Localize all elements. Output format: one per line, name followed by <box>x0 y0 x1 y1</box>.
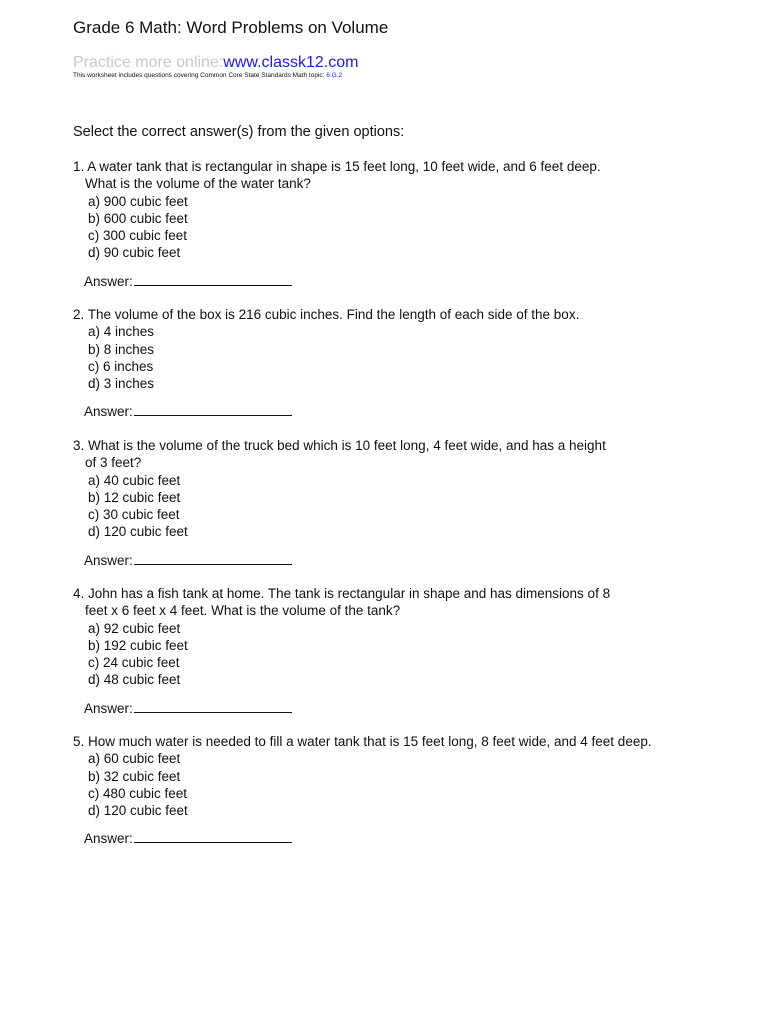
option-item: c) 300 cubic feet <box>88 228 188 244</box>
answer-row <box>73 699 733 717</box>
option-item: a) 92 cubic feet <box>88 620 181 636</box>
answer-row <box>73 272 733 290</box>
option-item: a) 40 cubic feet <box>88 472 181 488</box>
option-list <box>73 193 733 262</box>
question-2 <box>73 306 733 421</box>
answer-blank[interactable] <box>134 402 292 416</box>
option-item: b) 32 cubic feet <box>88 768 181 784</box>
answer-label: Answer: <box>84 700 133 716</box>
option-item: b) 12 cubic feet <box>88 489 181 505</box>
option-item: c) 30 cubic feet <box>88 507 180 523</box>
answer-blank[interactable] <box>134 551 292 565</box>
answer-blank[interactable] <box>134 272 292 286</box>
question-text: 3. What is the volume of the truck bed which is 10 feet long, 4 feet wide, and has a height <box>73 438 606 453</box>
answer-row <box>73 551 733 569</box>
option-item: b) 192 cubic feet <box>88 637 188 653</box>
question-3 <box>73 437 733 569</box>
question-text: 1. A water tank that is rectangular in shape is 15 feet long, 10 feet wide, and 6 feet deep. <box>73 159 601 174</box>
option-item: a) 4 inches <box>88 324 155 340</box>
option-item: c) 24 cubic feet <box>88 655 180 671</box>
practice-lead-text: Practice more online: <box>73 54 224 71</box>
standards-topic-link[interactable]: 6.G.2 <box>326 72 343 79</box>
option-item: a) 900 cubic feet <box>88 193 188 209</box>
question-4 <box>73 585 733 717</box>
question-text: 5. How much water is needed to fill a water tank that is 15 feet long, 8 feet wide, and 4 feet deep. <box>73 734 652 749</box>
option-item: d) 120 cubic feet <box>88 803 188 819</box>
option-item: d) 90 cubic feet <box>88 245 181 261</box>
option-list <box>73 620 733 689</box>
question-5 <box>73 733 733 848</box>
option-list <box>73 472 733 541</box>
question-text: of 3 feet? <box>85 455 142 471</box>
option-item: d) 120 cubic feet <box>88 524 188 540</box>
option-item: b) 600 cubic feet <box>88 210 188 226</box>
question-text: What is the volume of the water tank? <box>85 176 311 192</box>
question-1 <box>73 158 733 290</box>
answer-row <box>73 829 733 847</box>
instruction-text: Select the correct answer(s) from the given options: <box>73 124 405 140</box>
option-item: d) 3 inches <box>88 376 155 392</box>
option-list <box>73 323 733 392</box>
option-item: c) 480 cubic feet <box>88 785 188 801</box>
page-title: Grade 6 Math: Word Problems on Volume <box>73 18 389 37</box>
option-item: b) 8 inches <box>88 341 155 357</box>
answer-label: Answer: <box>84 273 133 289</box>
standards-text: This worksheet includes questions covering Common Core State Standards Math topic: <box>73 72 327 79</box>
answer-label: Answer: <box>84 831 133 847</box>
question-text: feet x 6 feet x 4 feet. What is the volume of the tank? <box>85 603 401 619</box>
answer-row <box>73 402 733 420</box>
answer-label: Answer: <box>84 404 133 420</box>
option-list <box>73 750 733 819</box>
option-item: d) 48 cubic feet <box>88 672 181 688</box>
answer-label: Answer: <box>84 552 133 568</box>
question-text: 4. John has a fish tank at home. The tank is rectangular in shape and has dimensions of 8 <box>73 586 611 601</box>
option-item: c) 6 inches <box>88 358 154 374</box>
standards-note <box>73 71 342 80</box>
answer-blank[interactable] <box>134 699 292 713</box>
website-link[interactable]: www.classk12.com <box>223 54 359 71</box>
answer-blank[interactable] <box>134 829 292 843</box>
question-text: 2. The volume of the box is 216 cubic inches. Find the length of each side of the box. <box>73 307 580 322</box>
practice-line <box>73 53 358 73</box>
option-item: a) 60 cubic feet <box>88 751 181 767</box>
